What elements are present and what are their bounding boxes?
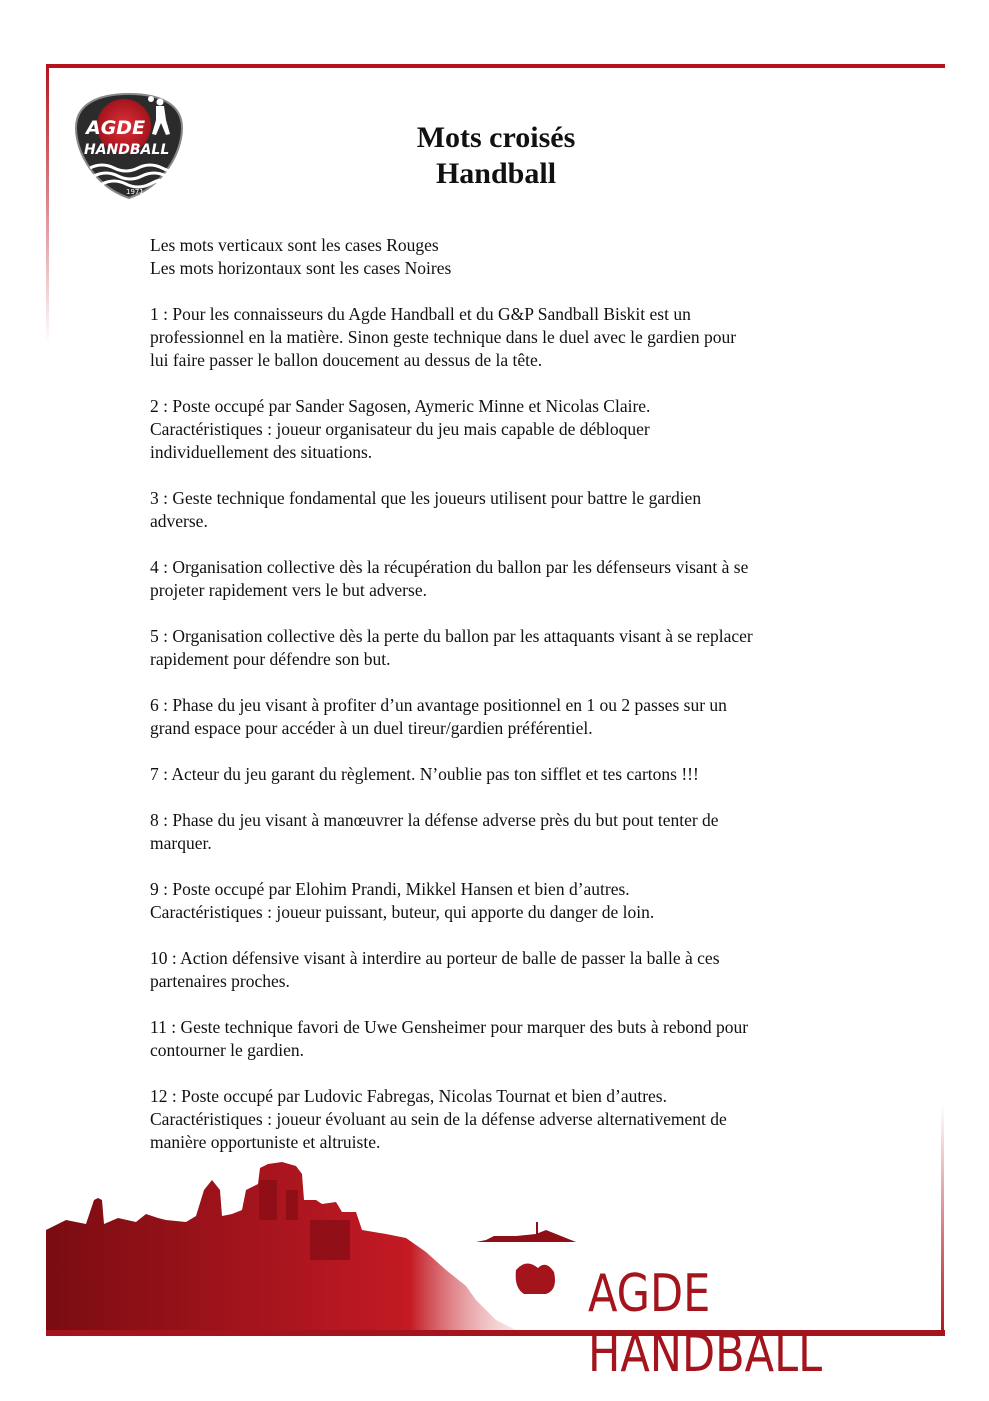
- clue-item: [150, 487, 850, 533]
- clue-line: professionnel en la matière. Sinon geste technique dans le duel avec le gardien pour: [150, 327, 737, 347]
- clue-line: lui faire passer le ballon doucement au dessus de la tête.: [150, 350, 543, 370]
- page-title: [300, 120, 692, 192]
- clue-line: individuellement des situations.: [150, 442, 373, 462]
- clue-item: [150, 1016, 850, 1062]
- clues-content: [150, 234, 850, 1177]
- title-line-1: Mots croisés: [416, 121, 576, 154]
- clue-line: grand espace pour accéder à un duel tireur/gardien préférentiel.: [150, 718, 593, 738]
- clue-line: 5 : Organisation collective dès la perte du ballon par les attaquants visant à se replacer: [150, 626, 753, 646]
- clue-line: 6 : Phase du jeu visant à profiter d’un avantage positionnel en 1 ou 2 passes sur un: [150, 695, 727, 715]
- clue-item: [150, 395, 850, 464]
- clue-line: 10 : Action défensive visant à interdire au porteur de balle de passer la balle à ces: [150, 948, 720, 968]
- clue-item: [150, 947, 850, 993]
- intro-block: [150, 234, 850, 280]
- clue-item: [150, 694, 850, 740]
- clue-line: 8 : Phase du jeu visant à manœuvrer la défense adverse près du but pout tenter de: [150, 810, 719, 830]
- clue-item: [150, 809, 850, 855]
- clue-item: [150, 303, 850, 372]
- title-line-2: Handball: [435, 157, 557, 190]
- logo-text-agde: AGDE: [86, 117, 146, 139]
- clue-line: 1 : Pour les connaisseurs du Agde Handball et du G&P Sandball Biskit est un: [150, 304, 691, 324]
- clue-line: partenaires proches.: [150, 971, 290, 991]
- frame-top-border: [46, 64, 945, 68]
- clue-line: 4 : Organisation collective dès la récupération du ballon par les défenseurs visant à se: [150, 557, 749, 577]
- logo-year: 1971: [126, 188, 144, 196]
- clue-line: 12 : Poste occupé par Ludovic Fabregas, Nicolas Tournat et bien d’autres.: [150, 1086, 667, 1106]
- clue-line: 11 : Geste technique favori de Uwe Gensheimer pour marquer des buts à rebond pour: [150, 1017, 749, 1037]
- clue-list: [150, 303, 850, 1154]
- clue-item: [150, 625, 850, 671]
- clue-item: [150, 878, 850, 924]
- intro-line-vertical: Les mots verticaux sont les cases Rouges: [150, 235, 439, 255]
- clue-line: 9 : Poste occupé par Elohim Prandi, Mikkel Hansen et bien d’autres.: [150, 879, 630, 899]
- clue-item: [150, 556, 850, 602]
- frame-left-border: [46, 64, 49, 344]
- clue-line: 3 : Geste technique fondamental que les joueurs utilisent pour battre le gardien: [150, 488, 702, 508]
- banner-title: AGDE HANDBALL: [588, 1264, 823, 1384]
- clue-item: [150, 763, 850, 786]
- clue-line: Caractéristiques : joueur organisateur du jeu mais capable de débloquer: [150, 419, 650, 439]
- intro-line-horizontal: Les mots horizontaux sont les cases Noires: [150, 258, 452, 278]
- clue-line: Caractéristiques : joueur puissant, buteur, qui apporte du danger de loin.: [150, 902, 655, 922]
- clue-line: rapidement pour défendre son but.: [150, 649, 391, 669]
- agde-handball-logo: [68, 90, 190, 202]
- clue-line: contourner le gardien.: [150, 1040, 305, 1060]
- clue-line: projeter rapidement vers le but adverse.: [150, 580, 427, 600]
- logo-text-handball: HANDBALL: [84, 142, 170, 158]
- clue-line: adverse.: [150, 511, 208, 531]
- clue-line: 7 : Acteur du jeu garant du règlement. N’oublie pas ton sifflet et tes cartons !!!: [150, 764, 699, 784]
- clue-line: manière opportuniste et altruiste.: [150, 1132, 381, 1152]
- clue-line: Caractéristiques : joueur évoluant au sein de la défense adverse alternativement de: [150, 1109, 727, 1129]
- clue-line: 2 : Poste occupé par Sander Sagosen, Aymeric Minne et Nicolas Claire.: [150, 396, 651, 416]
- clue-item: [150, 1085, 850, 1154]
- clue-line: marquer.: [150, 833, 212, 853]
